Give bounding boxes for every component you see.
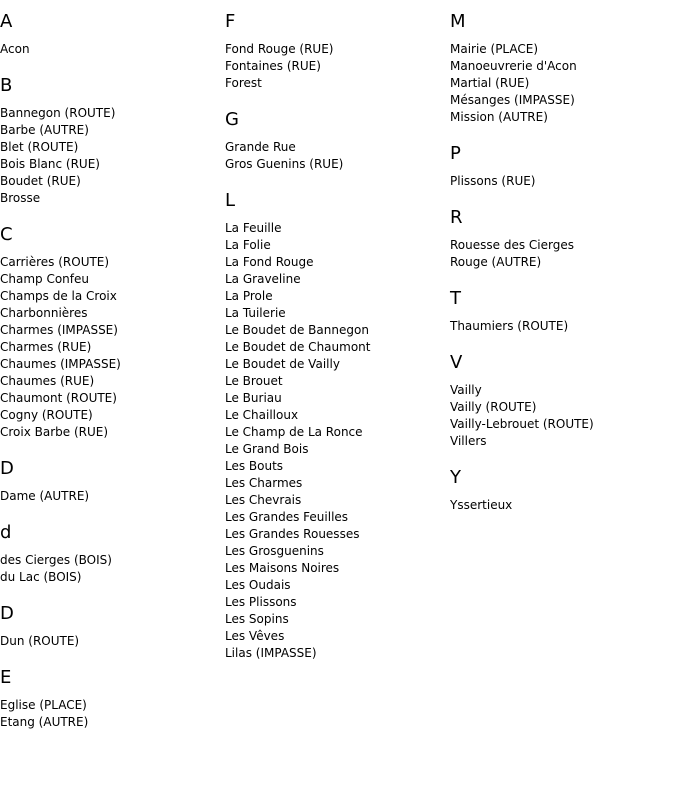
street-item: Brosse xyxy=(0,191,41,205)
street-list xyxy=(225,220,445,662)
street-list xyxy=(0,552,220,586)
street-list xyxy=(0,41,220,58)
letter-group xyxy=(0,522,220,586)
street-item: Boudet (RUE) xyxy=(0,174,81,188)
street-item: Charbonnières xyxy=(0,306,88,320)
street-item: Charmes (IMPASSE) xyxy=(0,323,118,337)
street-index-column-1 xyxy=(0,0,220,731)
letter-group xyxy=(0,458,220,505)
street-item: Villers xyxy=(450,434,487,448)
street-list xyxy=(450,173,670,190)
street-list xyxy=(0,697,220,731)
street-item: Charmes (RUE) xyxy=(0,340,92,354)
street-index-column-2 xyxy=(225,0,445,662)
letter-heading: P xyxy=(450,143,461,164)
street-item: Les Sopins xyxy=(225,612,289,626)
street-item: des Cierges (BOIS) xyxy=(0,553,112,567)
street-item: Les Maisons Noires xyxy=(225,561,340,575)
street-item: Les Charmes xyxy=(225,476,303,490)
street-item: Champs de la Croix xyxy=(0,289,117,303)
letter-group xyxy=(450,143,670,190)
street-list xyxy=(450,382,670,450)
street-item: du Lac (BOIS) xyxy=(0,570,82,584)
street-list xyxy=(450,497,670,514)
street-item: Fontaines (RUE) xyxy=(225,59,321,73)
street-list xyxy=(0,633,220,650)
street-item: Chaumes (RUE) xyxy=(0,374,95,388)
street-item: Etang (AUTRE) xyxy=(0,715,89,729)
letter-group xyxy=(450,288,670,335)
letter-group xyxy=(225,109,445,173)
letter-group xyxy=(225,190,445,662)
letter-group xyxy=(225,11,445,92)
letter-group xyxy=(450,207,670,271)
street-item: Vailly-Lebrouet (ROUTE) xyxy=(450,417,594,431)
letter-heading: B xyxy=(0,75,13,96)
street-item: La Folie xyxy=(225,238,271,252)
street-item: Thaumiers (ROUTE) xyxy=(450,319,569,333)
letter-heading: G xyxy=(225,109,239,130)
street-item: Dun (ROUTE) xyxy=(0,634,80,648)
letter-group xyxy=(0,667,220,731)
letter-group xyxy=(0,603,220,650)
street-item: Les Grandes Feuilles xyxy=(225,510,349,524)
street-list xyxy=(450,41,670,126)
street-item: Blet (ROUTE) xyxy=(0,140,79,154)
street-item: Les Grandes Rouesses xyxy=(225,527,360,541)
street-item: Le Chailloux xyxy=(225,408,299,422)
street-item: Le Brouet xyxy=(225,374,283,388)
street-item: Vailly xyxy=(450,383,482,397)
street-item: Rouesse des Cierges xyxy=(450,238,574,252)
street-list xyxy=(0,105,220,207)
letter-heading: V xyxy=(450,352,463,373)
street-item: Yssertieux xyxy=(450,498,513,512)
street-item: Chaumes (IMPASSE) xyxy=(0,357,121,371)
street-list xyxy=(450,237,670,271)
letter-heading: D xyxy=(0,458,14,479)
street-item: La Feuille xyxy=(225,221,282,235)
letter-heading: M xyxy=(450,11,466,32)
street-item: Le Champ de La Ronce xyxy=(225,425,363,439)
letter-heading: D xyxy=(0,603,14,624)
street-item: Les Bouts xyxy=(225,459,284,473)
letter-group xyxy=(450,352,670,450)
letter-group xyxy=(0,75,220,207)
street-item: La Prole xyxy=(225,289,273,303)
street-item: Acon xyxy=(0,42,30,56)
letter-heading: L xyxy=(225,190,236,211)
letter-group xyxy=(450,467,670,514)
street-item: Le Buriau xyxy=(225,391,282,405)
street-item: Barbe (AUTRE) xyxy=(0,123,89,137)
street-list xyxy=(225,41,445,92)
street-item: Les Oudais xyxy=(225,578,291,592)
street-item: Le Boudet de Bannegon xyxy=(225,323,369,337)
letter-group xyxy=(450,11,670,126)
street-item: Eglise (PLACE) xyxy=(0,698,87,712)
street-index-column-3 xyxy=(450,0,670,514)
street-list xyxy=(450,318,670,335)
street-item: Fond Rouge (RUE) xyxy=(225,42,334,56)
street-list xyxy=(0,254,220,441)
street-item: Chaumont (ROUTE) xyxy=(0,391,117,405)
street-item: Vailly (ROUTE) xyxy=(450,400,537,414)
street-item: Plissons (RUE) xyxy=(450,174,536,188)
street-item: Les Vêves xyxy=(225,629,285,643)
street-item: Champ Confeu xyxy=(0,272,89,286)
street-item: Croix Barbe (RUE) xyxy=(0,425,109,439)
street-item: Bannegon (ROUTE) xyxy=(0,106,116,120)
street-list xyxy=(225,139,445,173)
letter-group xyxy=(0,11,220,58)
letter-heading: Y xyxy=(450,467,461,488)
street-item: Rouge (AUTRE) xyxy=(450,255,542,269)
letter-heading: E xyxy=(0,667,12,688)
letter-heading: A xyxy=(0,11,13,32)
street-item: Mairie (PLACE) xyxy=(450,42,539,56)
letter-heading: d xyxy=(0,522,12,543)
street-item: Forest xyxy=(225,76,262,90)
street-item: Les Plissons xyxy=(225,595,297,609)
street-item: Le Boudet de Vailly xyxy=(225,357,340,371)
street-item: Les Grosguenins xyxy=(225,544,324,558)
street-list xyxy=(0,488,220,505)
street-item: Manoeuvrerie d'Acon xyxy=(450,59,577,73)
street-item: La Tuilerie xyxy=(225,306,286,320)
street-item: La Graveline xyxy=(225,272,301,286)
letter-heading: C xyxy=(0,224,13,245)
letter-group xyxy=(0,224,220,441)
letter-heading: R xyxy=(450,207,463,228)
letter-heading: F xyxy=(225,11,236,32)
street-item: Cogny (ROUTE) xyxy=(0,408,93,422)
street-item: Gros Guenins (RUE) xyxy=(225,157,344,171)
street-item: Les Chevrais xyxy=(225,493,302,507)
street-item: Martial (RUE) xyxy=(450,76,530,90)
letter-heading: T xyxy=(450,288,461,309)
street-item: Bois Blanc (RUE) xyxy=(0,157,100,171)
street-item: Le Boudet de Chaumont xyxy=(225,340,371,354)
street-item: Lilas (IMPASSE) xyxy=(225,646,317,660)
street-item: Grande Rue xyxy=(225,140,296,154)
street-item: Carrières (ROUTE) xyxy=(0,255,110,269)
street-item: La Fond Rouge xyxy=(225,255,314,269)
street-item: Mésanges (IMPASSE) xyxy=(450,93,575,107)
street-item: Mission (AUTRE) xyxy=(450,110,548,124)
street-item: Le Grand Bois xyxy=(225,442,309,456)
street-item: Dame (AUTRE) xyxy=(0,489,90,503)
